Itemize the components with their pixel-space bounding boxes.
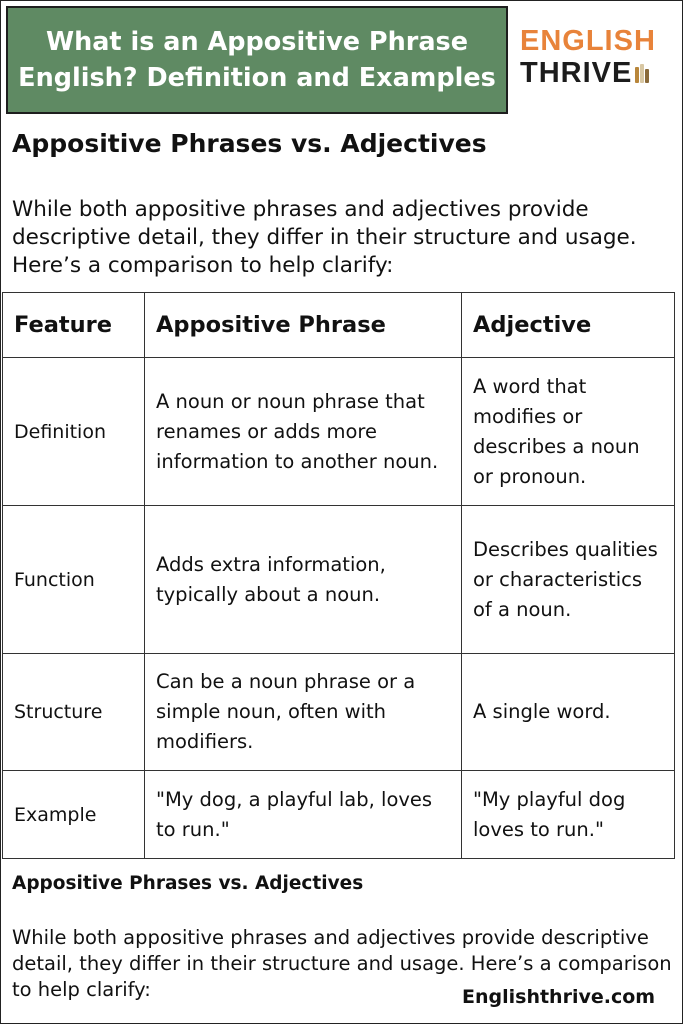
row-appositive: A noun or noun phrase that renames or adds more information to another noun. (145, 358, 462, 506)
site-url: Englishthrive.com (462, 986, 656, 1008)
table-row (3, 654, 675, 771)
footer-paragraph: While both appositive phrases and adjectives provide descriptive detail, they differ in their structure and usage. Here’s a comparison to help clarify: (12, 926, 672, 1001)
row-adjective: A word that modifies or describes a noun or pronoun. (462, 358, 675, 506)
banner-line-1: What is an Appositive Phrase (45, 27, 469, 57)
logo-line-2-wrap (520, 56, 670, 90)
english-thrive-logo (520, 26, 670, 90)
table-row (3, 771, 675, 859)
row-feature: Example (3, 771, 145, 859)
table-header-row (3, 293, 675, 358)
title-banner (6, 6, 508, 114)
row-adjective: A single word. (462, 654, 675, 771)
header-feature: Feature (3, 293, 145, 358)
row-adjective: Describes qualities or characteristics of a noun. (462, 506, 675, 654)
comparison-table (2, 292, 675, 859)
row-adjective: "My playful dog loves to run." (462, 771, 675, 859)
banner-line-2: English? Definition and Examples (18, 63, 496, 93)
row-feature: Function (3, 506, 145, 654)
row-appositive: Adds extra information, typically about a noun. (145, 506, 462, 654)
books-icon (635, 63, 650, 83)
row-feature: Definition (3, 358, 145, 506)
table-row (3, 506, 675, 654)
header-adjective: Adjective (462, 293, 675, 358)
header-appositive: Appositive Phrase (145, 293, 462, 358)
row-feature: Structure (3, 654, 145, 771)
table-row (3, 358, 675, 506)
logo-line-2: THRIVE (520, 57, 633, 89)
footer-heading: Appositive Phrases vs. Adjectives (12, 873, 364, 894)
intro-paragraph: While both appositive phrases and adjectives provide descriptive detail, they differ in their structure and usage. Here’s a comparison to help clarify: (12, 197, 637, 278)
section-heading: Appositive Phrases vs. Adjectives (12, 129, 487, 158)
row-appositive: "My dog, a playful lab, loves to run." (145, 771, 462, 859)
logo-line-1: ENGLISH (520, 25, 656, 57)
row-appositive: Can be a noun phrase or a simple noun, often with modifiers. (145, 654, 462, 771)
